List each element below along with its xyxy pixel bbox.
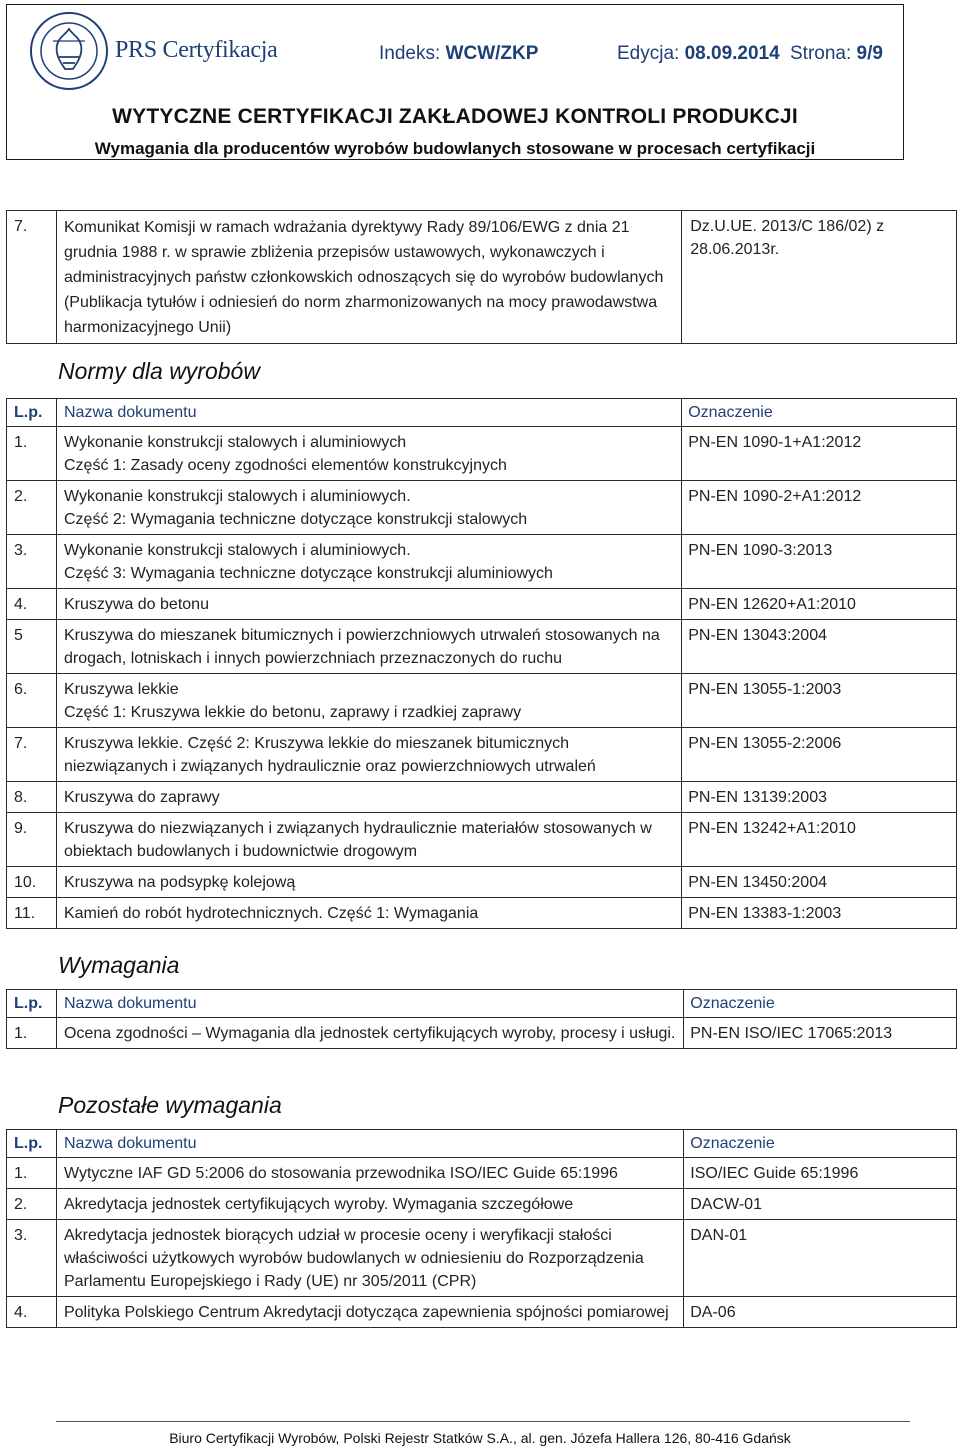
col-code: Oznaczenie [682, 399, 957, 427]
row-lp: 2. [7, 481, 57, 535]
row-name: Kruszywa na podsypkę kolejową [56, 867, 681, 898]
col-lp: L.p. [7, 1130, 57, 1158]
row-code: PN-EN ISO/IEC 17065:2013 [684, 1018, 957, 1049]
document-title: WYTYCZNE CERTYFIKACJI ZAKŁADOWEJ KONTROLI PRODUKCJI [112, 105, 798, 128]
row-name: Akredytacja jednostek biorących udział w procesie oceny i weryfikacji stałości właściwości użytkowych wyrobów budowlanych w odniesieniu do Rozporządzenia Parlamentu Europejskiego i Rady (UE) nr 305/2011 (CPR) [56, 1220, 683, 1297]
row-name: Kruszywa do zaprawy [56, 782, 681, 813]
table-row [7, 620, 957, 674]
document-edition: Edycja: 08.09.2014 [617, 43, 780, 64]
row-lp: 2. [7, 1189, 57, 1220]
continuation-table [6, 210, 957, 344]
row-lp: 9. [7, 813, 57, 867]
row-code: PN-EN 13242+A1:2010 [682, 813, 957, 867]
col-name: Nazwa dokumentu [56, 1130, 683, 1158]
row-lp: 1. [7, 1018, 57, 1049]
row-code: Dz.U.UE. 2013/C 186/02) z 28.06.2013r. [682, 211, 957, 344]
table-row [7, 898, 957, 929]
row-name: Wykonanie konstrukcji stalowych i aluminiowych. Część 3: Wymagania techniczne dotyczące konstrukcji aluminiowych [56, 535, 681, 589]
normy-table [6, 398, 957, 929]
row-lp: 10. [7, 867, 57, 898]
row-code: PN-EN 1090-1+A1:2012 [682, 427, 957, 481]
row-lp: 1. [7, 427, 57, 481]
col-lp: L.p. [7, 990, 57, 1018]
table-row [7, 674, 957, 728]
table-row [7, 782, 957, 813]
table-row [7, 813, 957, 867]
row-name: Kruszywa do niezwiązanych i związanych hydraulicznie materiałów stosowanych w obiektach budowlanych i budownictwie drogowym [56, 813, 681, 867]
table-row [7, 211, 957, 344]
row-lp: 5 [7, 620, 57, 674]
col-code: Oznaczenie [684, 1130, 957, 1158]
table-row [7, 867, 957, 898]
footer-divider [56, 1421, 910, 1422]
prs-seal-logo-icon [29, 11, 109, 91]
table-row [7, 427, 957, 481]
row-code: PN-EN 13055-1:2003 [682, 674, 957, 728]
row-lp: 3. [7, 535, 57, 589]
table-row [7, 1018, 957, 1049]
row-lp: 11. [7, 898, 57, 929]
row-lp: 1. [7, 1158, 57, 1189]
table-row [7, 535, 957, 589]
table-row [7, 1297, 957, 1328]
row-lp: 4. [7, 1297, 57, 1328]
row-code: PN-EN 1090-2+A1:2012 [682, 481, 957, 535]
document-header [6, 4, 904, 160]
page-footer: Biuro Certyfikacji Wyrobów, Polski Rejestr Statków S.A., al. gen. Józefa Hallera 126, 80-416 Gdańsk [169, 1430, 791, 1446]
row-code: ISO/IEC Guide 65:1996 [684, 1158, 957, 1189]
row-name: Akredytacja jednostek certyfikujących wyroby. Wymagania szczegółowe [56, 1189, 683, 1220]
row-code: PN-EN 13055-2:2006 [682, 728, 957, 782]
row-name: Polityka Polskiego Centrum Akredytacji dotycząca zapewnienia spójności pomiarowej [56, 1297, 683, 1328]
table-row [7, 1220, 957, 1297]
wymagania-table [6, 989, 957, 1049]
col-name: Nazwa dokumentu [56, 399, 681, 427]
row-code: DA-06 [684, 1297, 957, 1328]
row-name: Komunikat Komisji w ramach wdrażania dyrektywy Rady 89/106/EWG z dnia 21 grudnia 1988 r. w sprawie zbliżenia przepisów ustawowych, wykonawczych i administracyjnych państw członkowskich odnoszących się do wyrobów budowlanych (Publikacja tytułów i odniesień do norm zharmonizowanych na mocy prawodawstwa harmonizacyjnego Unii) [56, 211, 681, 344]
row-name: Kruszywa do mieszanek bitumicznych i powierzchniowych utrwaleń stosowanych na drogach, lotniskach i innych powierzchniach przeznaczonych do ruchu [56, 620, 681, 674]
document-index: Indeks: WCW/ZKP [379, 43, 539, 64]
table-row [7, 589, 957, 620]
row-name: Wykonanie konstrukcji stalowych i aluminiowych. Część 2: Wymagania techniczne dotyczące konstrukcji stalowych [56, 481, 681, 535]
row-code: DAN-01 [684, 1220, 957, 1297]
row-code: PN-EN 13139:2003 [682, 782, 957, 813]
table-row [7, 728, 957, 782]
row-name: Kruszywa lekkie. Część 2: Kruszywa lekkie do mieszanek bitumicznych niezwiązanych i związanych hydraulicznie oraz powierzchniowych utrwaleń [56, 728, 681, 782]
section-title-wymagania: Wymagania [58, 952, 180, 978]
row-lp: 3. [7, 1220, 57, 1297]
row-lp: 7. [7, 211, 57, 344]
row-name: Kruszywa lekkie Część 1: Kruszywa lekkie do betonu, zaprawy i rzadkiej zaprawy [56, 674, 681, 728]
pozostale-table [6, 1129, 957, 1328]
table-row [7, 1158, 957, 1189]
row-code: PN-EN 1090-3:2013 [682, 535, 957, 589]
row-lp: 7. [7, 728, 57, 782]
col-name: Nazwa dokumentu [56, 990, 683, 1018]
table-header-row [7, 1130, 957, 1158]
table-header-row [7, 399, 957, 427]
row-lp: 4. [7, 589, 57, 620]
document-page: Strona: 9/9 [790, 43, 883, 64]
row-code: PN-EN 12620+A1:2010 [682, 589, 957, 620]
section-title-normy: Normy dla wyrobów [58, 358, 260, 384]
table-row [7, 1189, 957, 1220]
row-name: Wykonanie konstrukcji stalowych i aluminiowych Część 1: Zasady oceny zgodności elementów konstrukcyjnych [56, 427, 681, 481]
section-title-pozostale: Pozostałe wymagania [58, 1092, 282, 1118]
table-row [7, 481, 957, 535]
row-code: PN-EN 13043:2004 [682, 620, 957, 674]
row-name: Kruszywa do betonu [56, 589, 681, 620]
row-name: Wytyczne IAF GD 5:2006 do stosowania przewodnika ISO/IEC Guide 65:1996 [56, 1158, 683, 1189]
col-lp: L.p. [7, 399, 57, 427]
header-top-band [7, 5, 903, 99]
row-name: Kamień do robót hydrotechnicznych. Część 1: Wymagania [56, 898, 681, 929]
row-code: PN-EN 13450:2004 [682, 867, 957, 898]
col-code: Oznaczenie [684, 990, 957, 1018]
row-code: DACW-01 [684, 1189, 957, 1220]
table-header-row [7, 990, 957, 1018]
brand-name: PRS Certyfikacja [115, 37, 278, 63]
row-code: PN-EN 13383-1:2003 [682, 898, 957, 929]
document-subtitle: Wymagania dla producentów wyrobów budowlanych stosowane w procesach certyfikacji [94, 139, 816, 158]
row-lp: 8. [7, 782, 57, 813]
row-lp: 6. [7, 674, 57, 728]
row-name: Ocena zgodności – Wymagania dla jednostek certyfikujących wyroby, procesy i usługi. [56, 1018, 683, 1049]
